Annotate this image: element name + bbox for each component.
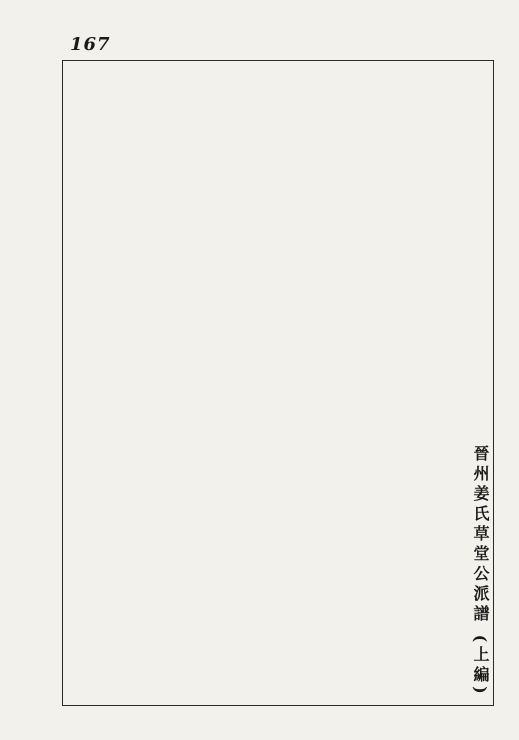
text-column: [288, 70, 305, 698]
text-column: [250, 70, 267, 698]
text-column: [231, 70, 248, 698]
book-title: 晉州姜氏草堂公派譜 (上編): [471, 444, 490, 698]
text-column: [307, 70, 324, 698]
text-column: [173, 70, 190, 698]
text-column: [135, 70, 152, 698]
text-column: [116, 70, 133, 698]
text-column: [97, 70, 114, 698]
text-column: [78, 70, 95, 698]
text-column: [212, 70, 229, 698]
text-column: [403, 70, 420, 698]
genealogy-text: [78, 70, 458, 698]
text-column: [154, 70, 171, 698]
text-column: [269, 70, 286, 698]
text-column: [384, 70, 401, 698]
text-column: [422, 70, 439, 698]
text-column: [193, 70, 210, 698]
text-column: [326, 70, 343, 698]
page-number: 167: [70, 34, 111, 55]
text-column: [345, 70, 362, 698]
text-column: [441, 70, 458, 698]
text-column: [364, 70, 381, 698]
